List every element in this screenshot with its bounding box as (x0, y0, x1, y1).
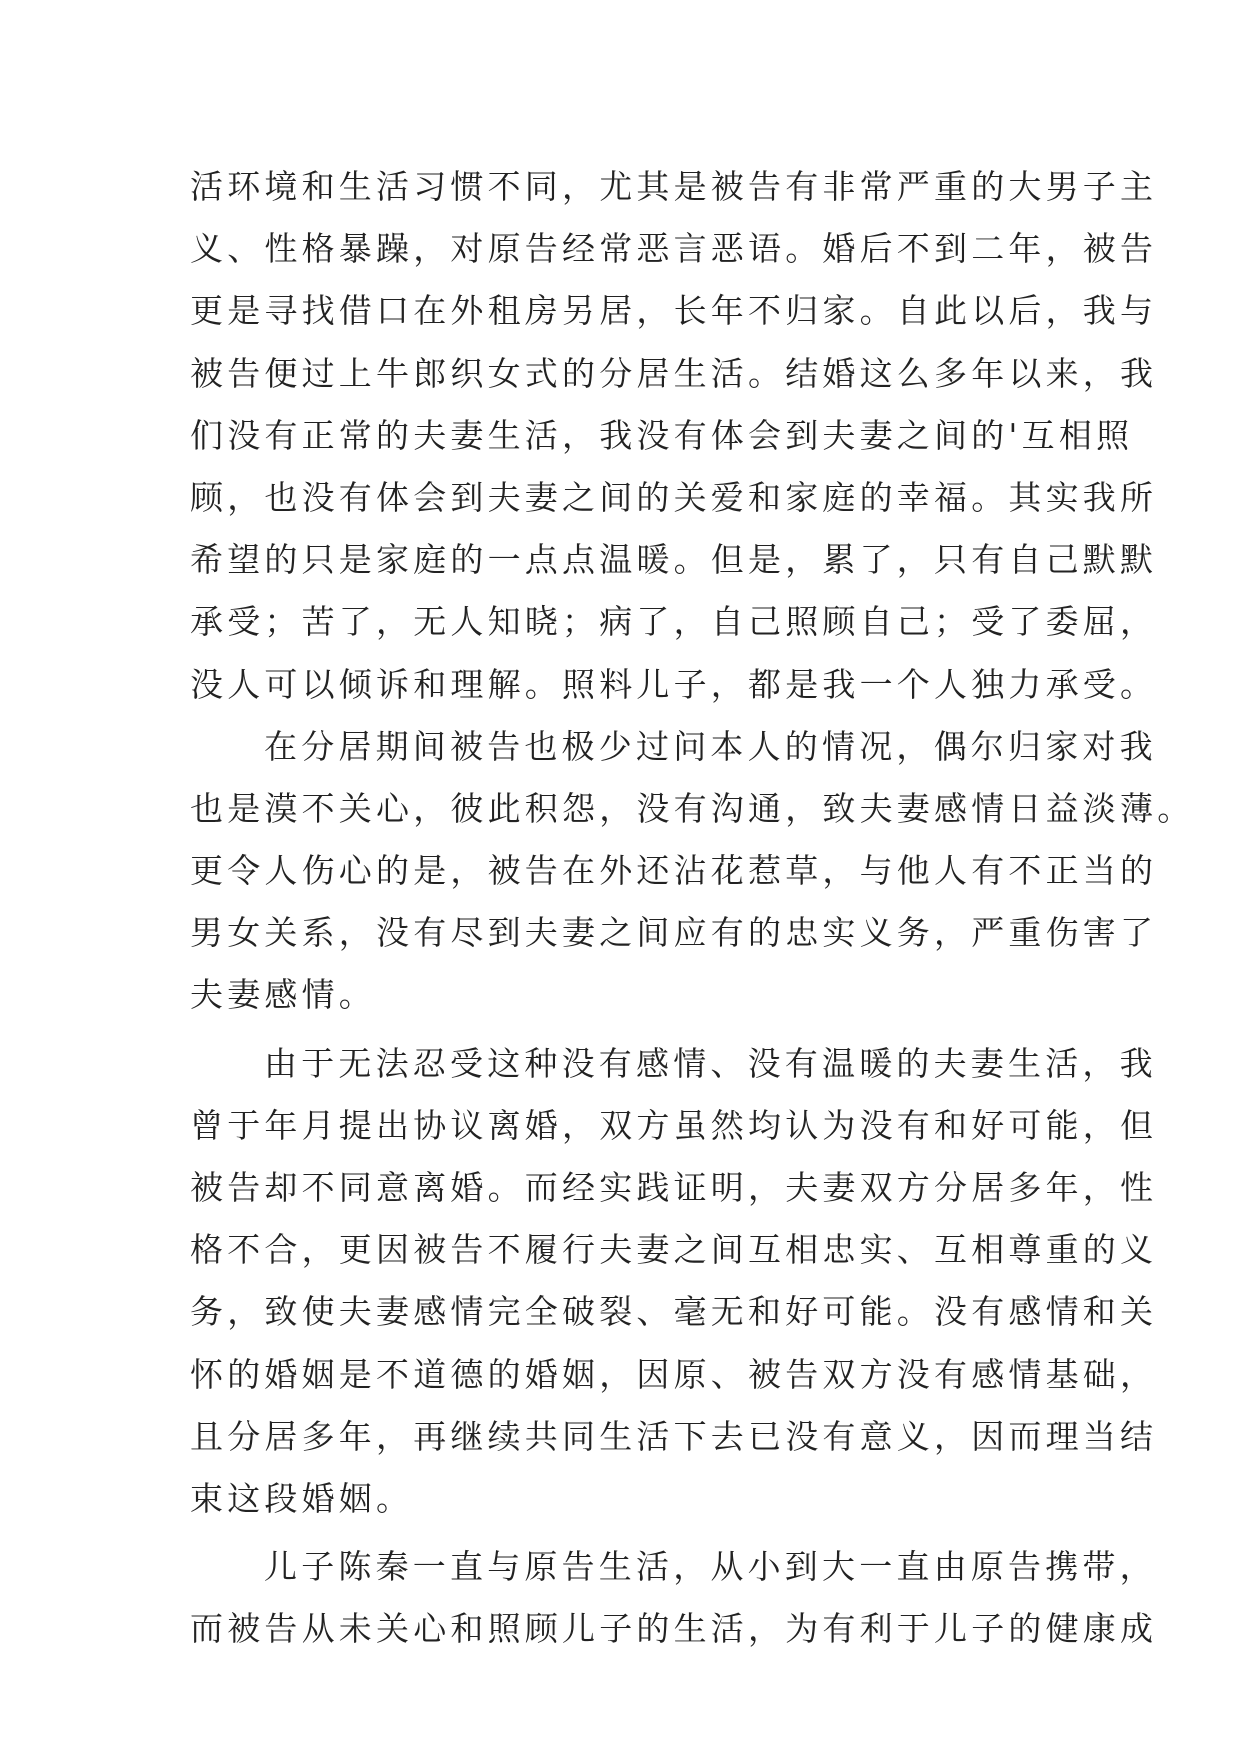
text-line: 格不合，更因被告不履行夫妻之间互相忠实、互相尊重的义 (190, 1230, 1158, 1270)
text-line: 夫妻感情。 (190, 975, 376, 1015)
text-line: 更是寻找借口在外租房另居，长年不归家。自此以后，我与 (190, 291, 1158, 331)
paragraph-4 (190, 1536, 1158, 1660)
text-line: 儿子陈秦一直与原告生活，从小到大一直由原告携带， (264, 1547, 1157, 1587)
text-line: 男女关系，没有尽到夫妻之间应有的忠实义务，严重伤害了 (190, 913, 1158, 953)
text-line: 顾，也没有体会到夫妻之间的关爱和家庭的幸福。其实我所 (190, 477, 1158, 517)
text-line: 怀的婚姻是不道德的婚姻，因原、被告双方没有感情基础， (190, 1354, 1158, 1394)
text-line: 束这段婚姻。 (190, 1478, 414, 1518)
paragraph-3 (190, 1033, 1158, 1531)
text-line: 务，致使夫妻感情完全破裂、毫无和好可能。没有感情和关 (190, 1292, 1158, 1332)
text-line: 活环境和生活习惯不同，尤其是被告有非常严重的大男子主 (190, 167, 1158, 206)
document-body (190, 156, 1195, 1661)
text-line: 也是漠不关心，彼此积怨，没有沟通，致夫妻感情日益淡薄。 (190, 788, 1195, 828)
text-line: 曾于年月提出协议离婚，双方虽然均认为没有和好可能，但 (190, 1105, 1158, 1145)
paragraph-1 (190, 156, 1158, 716)
text-line: 更令人伤心的是，被告在外还沾花惹草，与他人有不正当的 (190, 851, 1158, 891)
text-line: 在分居期间被告也极少过问本人的情况，偶尔归家对我 (264, 726, 1157, 766)
text-line: 由于无法忍受这种没有感情、没有温暖的夫妻生活，我 (264, 1043, 1157, 1083)
text-line: 且分居多年，再继续共同生活下去已没有意义，因而理当结 (190, 1416, 1158, 1456)
text-line: 被告便过上牛郎织女式的分居生活。结婚这么多年以来，我 (190, 353, 1158, 393)
text-line: 希望的只是家庭的一点点温暖。但是，累了，只有自己默默 (190, 540, 1158, 580)
paragraph-2 (190, 716, 1195, 1027)
text-line: 承受；苦了，无人知晓；病了，自己照顾自己；受了委屈， (190, 602, 1158, 642)
text-line: 没人可以倾诉和理解。照料儿子，都是我一个人独力承受。 (190, 664, 1158, 704)
text-line: 被告却不同意离婚。而经实践证明，夫妻双方分居多年，性 (190, 1168, 1158, 1207)
text-line: 们没有正常的夫妻生活，我没有体会到夫妻之间的'互相照 (190, 415, 1134, 455)
text-line: 义、性格暴躁，对原告经常恶言恶语。婚后不到二年，被告 (190, 229, 1158, 269)
text-line: 而被告从未关心和照顾儿子的生活，为有利于儿子的健康成 (190, 1609, 1158, 1649)
